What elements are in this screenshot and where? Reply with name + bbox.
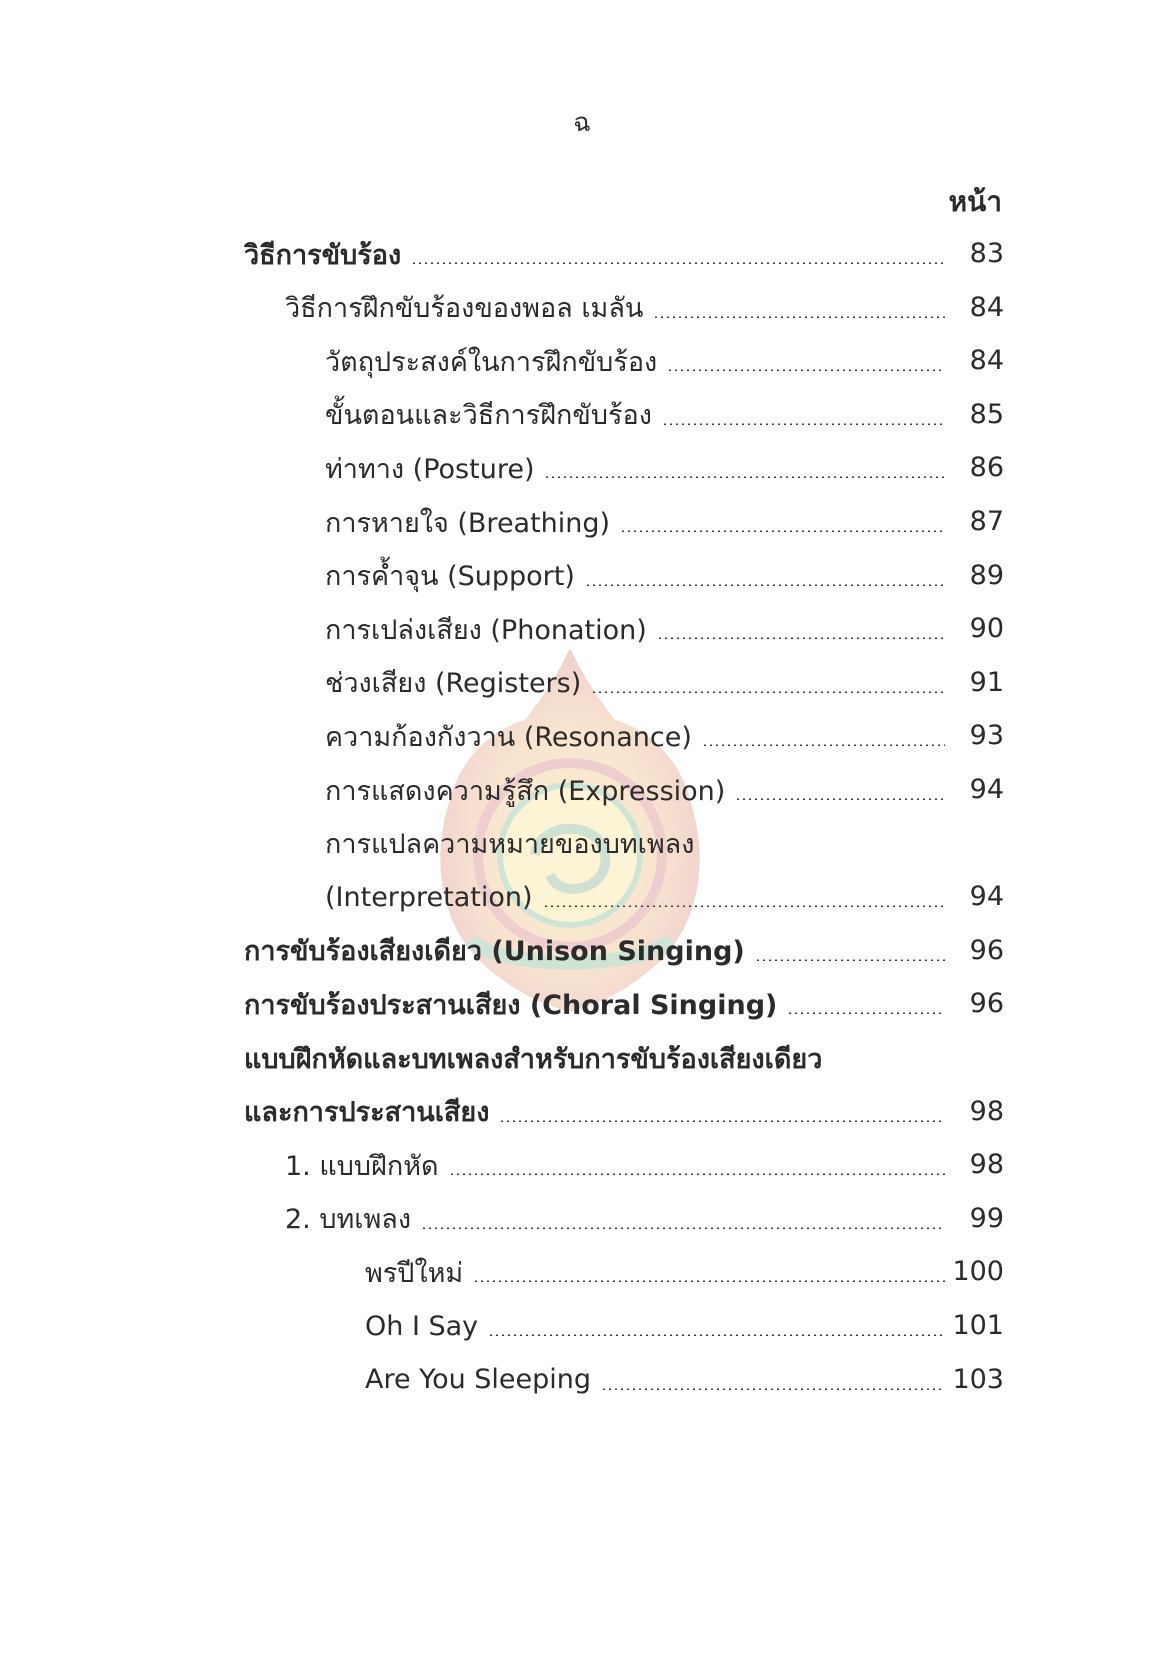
dot-leader [653,316,945,318]
dot-leader [755,959,945,961]
toc-entry-line [325,655,945,711]
toc-entry [0,1084,1164,1140]
dot-leader [585,584,945,586]
toc-entry-line [325,494,945,550]
dot-leader [657,637,945,639]
toc-entry-page-number: 85 [969,398,1004,430]
dot-leader [543,905,945,907]
dot-leader [544,476,945,478]
toc-entry [0,226,1164,282]
page-column-header: หน้า [948,185,1002,218]
toc-entry-title: พรปีใหม่ [365,1257,464,1289]
toc-entry-title: ช่วงเสียง (Registers) [325,668,582,700]
dot-leader [591,691,945,693]
toc-entry [0,1352,1164,1408]
toc-entry-page-number: 99 [969,1202,1004,1234]
toc-entry-page-number: 86 [969,452,1004,484]
toc-entry-page-number: 84 [969,291,1004,323]
toc-entry-page-number: 93 [969,720,1004,752]
toc-entry-title: การหายใจ (Breathing) [325,507,611,539]
toc-entry-line [244,1030,945,1086]
dot-leader [667,369,945,371]
toc-entry-title: วัตถุประสงค์ในการฝึกขับร้อง [325,346,658,378]
toc-entry-page-number: 87 [969,506,1004,537]
toc-entry [0,1030,1164,1086]
toc-entry-line [285,1137,945,1193]
toc-entry-page-number: 100 [952,1256,1004,1288]
toc-entry-line [285,1191,945,1247]
toc-entry [0,1298,1164,1354]
dot-leader [411,262,945,264]
dot-leader [421,1227,945,1229]
toc-entry-page-number: 83 [969,238,1004,269]
toc-entry [0,601,1164,657]
toc-entry-title: การขับร้องประสานเสียง (Choral Singing) [244,989,778,1021]
toc-entry-page-number: 98 [969,1095,1004,1127]
toc-entry-page-number: 94 [969,774,1004,805]
toc-entry [0,976,1164,1032]
toc-entry-line [325,816,945,872]
toc-entry-line [325,440,945,496]
toc-entry-line [244,226,945,282]
toc-entry-page-number: 94 [969,881,1004,913]
toc-entry-page-number [944,816,1004,872]
dot-leader [473,1280,945,1282]
toc-entry-title: ความก้องกังวาน (Resonance) [325,721,692,753]
toc-entry-title: วิธีการขับร้อง [244,239,402,271]
toc-entry-title: แบบฝึกหัดและบทเพลงสำหรับการขับร้องเสียงเดียว [244,1043,823,1075]
toc-entry-page-number: 103 [952,1363,1004,1395]
toc-entry-line [325,762,945,818]
dot-leader [488,1334,945,1336]
toc-entry-title: การเปล่งเสียง (Phonation) [325,614,647,646]
toc-entry [0,816,1164,872]
toc-entry-title: วิธีการฝึกขับร้องของพอล เมลัน [285,293,644,325]
toc-entry-line [325,333,945,389]
dot-leader [620,530,945,532]
toc-entry-line [325,708,945,764]
toc-entry [0,708,1164,764]
toc-entry-page-number: 96 [969,934,1004,966]
toc-entry-title: การขับร้องเสียงเดียว (Unison Singing) [244,936,745,968]
toc-entry-title: ท่าทาง (Posture) [325,453,535,485]
toc-entry [0,655,1164,711]
toc-entry-line [325,601,945,657]
dot-leader [702,744,945,746]
toc-entry-title: การแสดงความรู้สึก (Expression) [325,775,726,807]
toc-entry-page-number: 89 [969,559,1004,591]
toc-entry-line [244,923,945,979]
toc-entry [0,1137,1164,1193]
toc-entry-page-number: 90 [969,613,1004,645]
toc-entry-page-number [944,1030,1004,1086]
toc-entry-line [325,869,945,925]
toc-entry-title: Are You Sleeping [365,1364,592,1396]
toc-entry-title: และการประสานเสียง [244,1097,490,1129]
toc-entry-title: Oh I Say [365,1310,479,1342]
toc-entry-line [244,1084,945,1140]
dot-leader [601,1388,945,1390]
dot-leader [662,423,945,425]
toc-entry [0,548,1164,604]
toc-entry [0,1244,1164,1300]
dot-leader [787,1012,945,1014]
toc-entry [0,494,1164,550]
dot-leader [499,1120,945,1122]
toc-entry-page-number: 101 [952,1310,1004,1341]
toc-entry [0,280,1164,336]
toc-entry [0,923,1164,979]
toc-entry [0,440,1164,496]
toc-entry-title: การแปลความหมายของบทเพลง [325,829,695,861]
toc-entry [0,762,1164,818]
toc-entry [0,1191,1164,1247]
toc-entry-title: 2. บทเพลง [285,1204,412,1236]
dot-leader [449,1173,945,1175]
toc-entry-line [365,1244,945,1300]
toc-entry-line [365,1352,945,1408]
toc-entry-title: ขั้นตอนและวิธีการฝึกขับร้อง [325,400,652,432]
toc-entry-page-number: 91 [969,666,1004,698]
toc-entry-line [325,387,945,443]
toc-entry-title: 1. แบบฝึกหัด [285,1150,439,1182]
toc-entry-line [285,280,945,336]
toc-entry-page-number: 84 [969,345,1004,377]
toc-entry [0,869,1164,925]
toc-entry-line [244,976,945,1032]
page-number: ฉ [573,108,591,138]
toc-entry [0,387,1164,443]
toc-entry-line [365,1298,945,1354]
dot-leader [735,798,945,800]
toc-entry-page-number: 98 [969,1149,1004,1181]
toc-entry-page-number: 96 [969,988,1004,1020]
toc-entry [0,333,1164,389]
toc-entry-line [325,548,945,604]
toc-entry-title: การค้ำจุน (Support) [325,561,575,593]
toc-entry-title: (Interpretation) [325,881,533,913]
